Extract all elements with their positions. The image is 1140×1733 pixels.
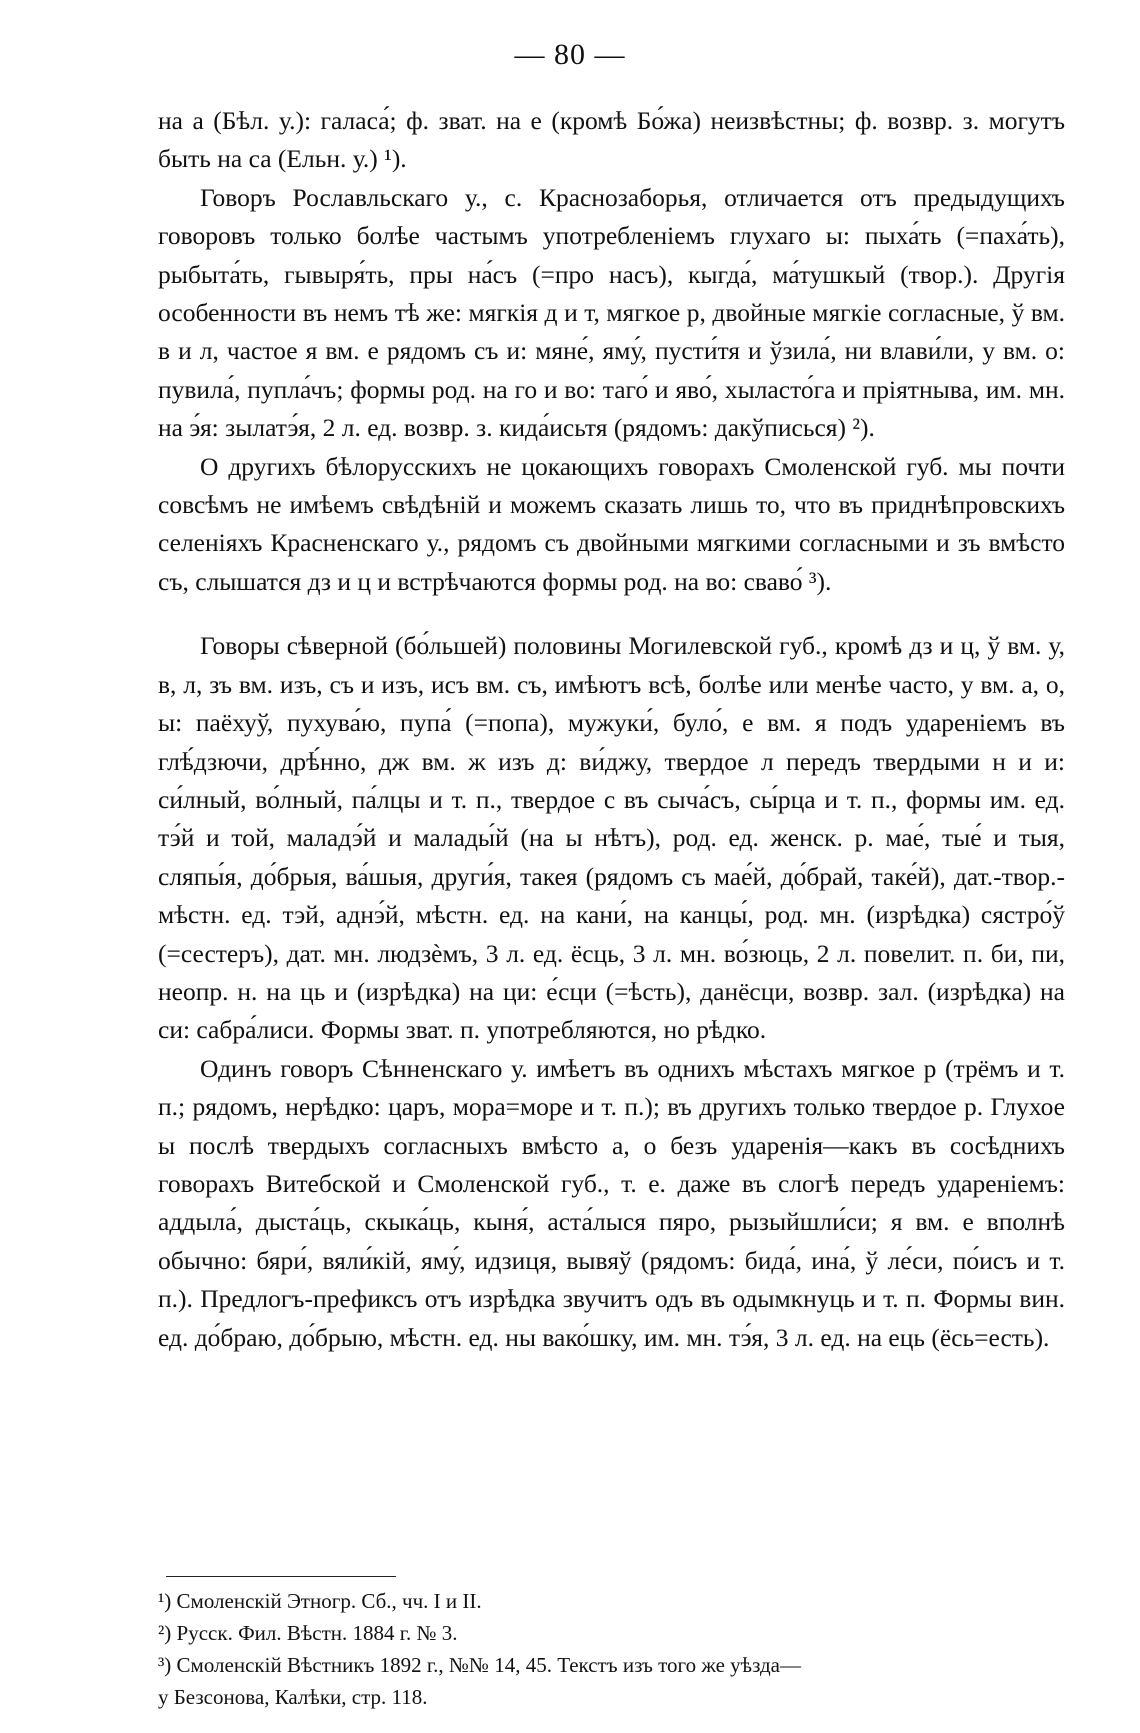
paragraph-2: Говоръ Рославльскаго у., с. Краснозаборья, отличается отъ предыдущихъ говоровъ только болѣе частымъ употребленіемъ глухаго ы: пыха́ть (=паха́ть), рыбыта́ть, гывыря́ть, пры на́съ (=про насъ), кыгда́, ма́тушкый (твор.). Другія особенности въ немъ тѣ же: мягкія д и т, мягкое р, двойные мягкіе согласные, ў вм. в и л, частое я вм. е рядомъ съ и: мяне́, яму́, пусти́тя и ўзила́, ни влави́ли, у вм. о: пувила́, пупла́чъ; формы род. на го и во: таго́ и яво́, хыласто́га и пріятныва, им. мн. на э́я: зылатэ́я, 2 л. ед. возвр. з. кида́исьтя (рядомъ: дакўписься) ²). <box>158 182 1065 443</box>
paragraph-3: О другихъ бѣлорусскихъ не цокающихъ говорахъ Смоленской губ. мы почти совсѣмъ не имѣемъ свѣдѣній и можемъ сказать лишь то, что въ приднѣпровскихъ селеніяхъ Красненскаго у., рядомъ съ двойными мягкими согласными и зъ вмѣсто съ, слышатся дз и ц и встрѣчаются формы род. на во: сваво́ ³). <box>158 451 1065 596</box>
footnote-3-continued: у Безсонова, Калѣки, стр. 118. <box>158 1685 428 1709</box>
footnote-3: ³) Смоленскій Вѣстникъ 1892 г., №№ 14, 45. Текстъ изъ того же уѣзда— <box>158 1653 801 1677</box>
paragraph-4: Говоры сѣверной (бо́льшей) половины Могилевской губ., кромѣ дз и ц, ў вм. у, в, л, зъ вм. изъ, съ и изъ, исъ вм. съ, имѣютъ всѣ, болѣе или менѣе часто, у вм. а, о, ы: паёхуў, пухува́ю, пупа́ (=попа), мужуки́, було́, е вм. я подъ удареніемъ въ глѣ́дзючи, дрѣ́нно, дж вм. ж изъ д: ви́джу, твердое л передъ твердыми н и и: си́лный, во́лный, па́лцы и т. п., твердое с въ сыча́съ, сы́рца и т. п., формы им. ед. тэ́й и той, маладэ́й и малады́й (на ы нѣтъ), род. ед. женск. р. мае́, тые́ и тыя, сляпы́я, до́брыя, ва́шыя, други́я, такея (рядомъ съ мае́й, до́брай, таке́й), дат.-твор.-мѣстн. ед. тэй, аднэ́й, мѣстн. ед. на кани́, на канцы́, род. мн. (изрѣдка) сястро́ў (=сестеръ), дат. мн. людзѐмъ, 3 л. ед. ёсць, 3 л. мн. во́зюць, 2 л. повелит. п. би, пи, неопр. н. на ць и (изрѣдка) на ци: е́сци (=ѣсть), данёсци, возвр. зал. (изрѣдка) на си: сабра́лиси. Формы зват. п. употребляются, но рѣдко. <box>158 631 1065 1045</box>
main-text <box>158 102 1065 1357</box>
footnote-2: ²) Русск. Фил. Вѣстн. 1884 г. № 3. <box>158 1621 458 1645</box>
footnote-rule <box>166 1576 396 1577</box>
footnotes <box>158 1576 1065 1713</box>
paragraph-1: на а (Бѣл. у.): галаса́; ф. зват. на е (кромѣ Бо́жа) неизвѣстны; ф. возвр. з. могутъ быть на са (Ельн. у.) ¹). <box>158 106 1065 174</box>
footnote-1: ¹) Смоленскій Этногр. Сб., чч. I и II. <box>158 1589 482 1613</box>
page-number: — 80 — <box>514 38 626 71</box>
paragraph-5: Одинъ говоръ Сѣнненскаго у. имѣетъ въ однихъ мѣстахъ мягкое р (трёмъ и т. п.; рядомъ, нерѣдко: царъ, мора=море и т. п.); въ другихъ только твердое р. Глухое ы послѣ твердыхъ согласныхъ вмѣсто а, о безъ ударенія—какъ въ сосѣднихъ говорахъ Витебской и Смоленской губ., т. е. даже въ слогѣ передъ удареніемъ: аддыла́, дыста́ць, скыка́ць, кыня́, аста́лыся пяро, рызыйшли́си; я вм. е вполнѣ обычно: бяри́, вяли́кій, яму́, идзиця, вывяў (рядомъ: бида́, ина́, ў ле́си, по́исъ и т. п.). Предлогъ-префиксъ отъ изрѣдка звучитъ одъ въ одымкнуць и т. п. Формы вин. ед. до́браю, до́брыю, мѣстн. ед. ны вако́шку, им. мн. тэ́я, 3 л. ед. на ець (ёсь=есть). <box>158 1053 1065 1352</box>
